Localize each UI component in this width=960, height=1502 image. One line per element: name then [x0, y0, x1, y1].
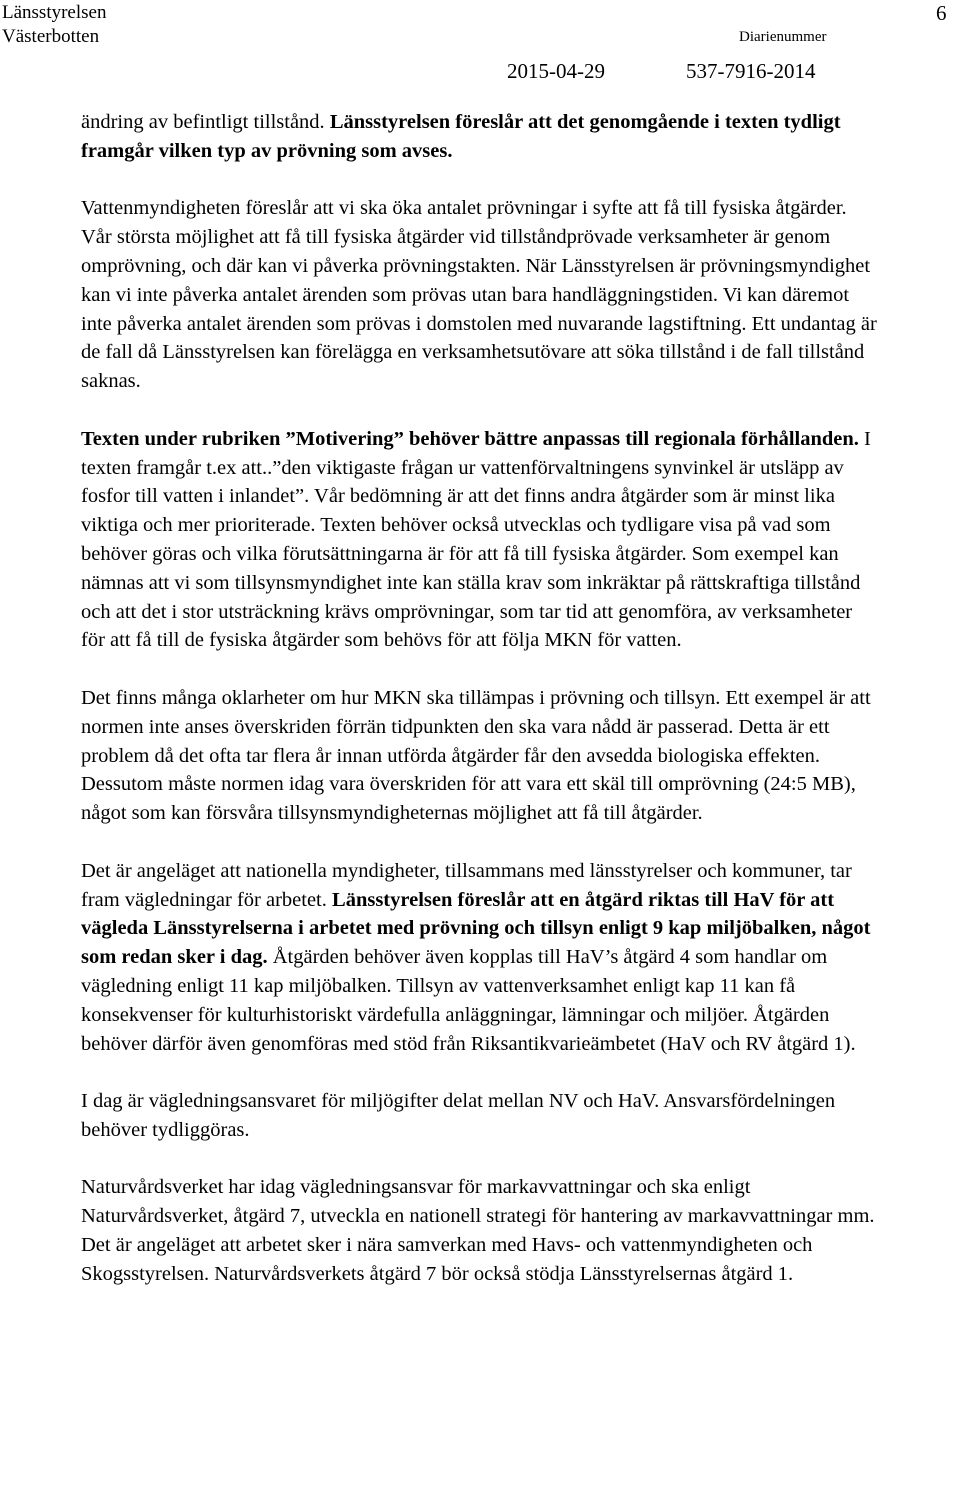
paragraph-2 — [81, 194, 881, 396]
header-registry-number: 537-7916-2014 — [686, 59, 816, 83]
paragraph-1 — [81, 108, 881, 166]
paragraph-1-text: ändring av befintligt tillstånd. — [81, 111, 330, 133]
paragraph-1-emphasis: Länsstyrelsen föreslår att det genomgående i texten tydligt framgår vilken typ av prövning som avses. — [81, 111, 841, 162]
header-date: 2015-04-29 — [507, 59, 605, 83]
paragraph-4-text: Det finns många oklarheter om hur MKN ska tillämpas i prövning och tillsyn. Ett exempel är att normen inte anses överskriden förrän tidpunkten den ska vara nådd är passerad. Detta är ett problem då det ofta tar flera år innan utförda åtgärder får den avsedda biologiska effekten. Dessutom måste normen idag vara överskriden för att vara ett skäl till omprövning (24:5 MB), något som kan försvåra tillsynsmyndigheternas möjlighet att få till åtgärder. — [81, 686, 871, 825]
paragraph-3-text: I texten framgår t.ex att..”den viktigaste frågan ur vattenförvaltningens synvinkel är utsläpp av fosfor till vatten i inlandet”. Vår bedömning är att det finns andra åtgärder som är minst lika viktiga och mer prioriterade. Texten behöver också utvecklas och tydligare visa på vad som behöver göras och vilka förutsättningarna är för att få till fysiska åtgärder. Som exempel kan nämnas att vi som tillsynsmyndighet inte kan ställa krav som inkräktar på rättskraftiga tillstånd och att det i stor utsträckning krävs omprövningar, som tar tid att genomföra, av verksamheter för att få till de fysiska åtgärder som behövs för att följa MKN för vatten. — [81, 427, 871, 652]
paragraph-5 — [81, 857, 881, 1059]
document-body — [81, 108, 881, 1317]
header-county: Västerbotten — [2, 26, 100, 47]
paragraph-7 — [81, 1173, 881, 1288]
paragraph-5-text: Det är angeläget att nationella myndigheter, tillsammans med länsstyrelser och kommuner, tar fram vägledningar för arbetet. — [81, 859, 852, 911]
paragraph-3-emphasis: Texten under rubriken ”Motivering” behöver bättre anpassas till regionala förhållanden. — [81, 427, 859, 450]
page-number: 6 — [936, 1, 947, 25]
paragraph-4 — [81, 684, 881, 828]
paragraph-5-emphasis: Länsstyrelsen föreslår att en åtgärd riktas till HaV för att vägleda Länsstyrelserna i arbetet med prövning och tillsyn enligt 9 kap miljöbalken, något som redan sker i dag. — [81, 888, 871, 969]
paragraph-3 — [81, 425, 881, 655]
paragraph-2-text: Vattenmyndigheten föreslår att vi ska öka antalet prövningar i syfte att få till fysiska åtgärder. Vår största möjlighet att få till fysiska åtgärder vid tillståndprövade verksamheter är genom omprövning, och där kan vi påverka prövningstakten. När Länsstyrelsen är prövningsmyndighet kan vi inte påverka antalet ärenden som prövas utan bara handläggningstiden. Vi kan däremot inte påverka antalet ärenden som prövas i domstolen med nuvarande lagstiftning. Ett undantag är de fall då Länsstyrelsen kan förelägga en verksamhetsutövare att söka tillstånd i de fall tillstånd saknas. — [81, 197, 877, 393]
paragraph-7-text: Naturvårdsverket har idag vägledningsansvar för markavvattningar och ska enligt Naturvårdsverket, åtgärd 7, utveckla en nationell strategi för hantering av markavvattningar mm. Det är angeläget att arbetet sker i nära samverkan med Havs- och vattenmyndigheten och Skogsstyrelsen. Naturvårdsverkets åtgärd 7 bör också stödja Länsstyrelsernas åtgärd 1. — [81, 1176, 875, 1285]
paragraph-6 — [81, 1087, 881, 1145]
header-org: Länsstyrelsen — [2, 2, 107, 23]
header-registry-label: Diarienummer — [739, 29, 827, 45]
paragraph-5-text-end: Åtgärden behöver även kopplas till HaV’s åtgärd 4 som handlar om vägledning enligt 11 kap miljöbalken. Tillsyn av vattenverksamhet enligt kap 11 kan få konsekvenser för kulturhistoriskt värdefulla anläggningar, lämningar och miljöer. Åtgärden behöver därför även genomföras med stöd från Riksantikvarieämbetet (HaV och RV åtgärd 1). — [81, 946, 856, 1055]
paragraph-6-text: I dag är vägledningsansvaret för miljögifter delat mellan NV och HaV. Ansvarsfördelningen behöver tydliggöras. — [81, 1090, 836, 1141]
